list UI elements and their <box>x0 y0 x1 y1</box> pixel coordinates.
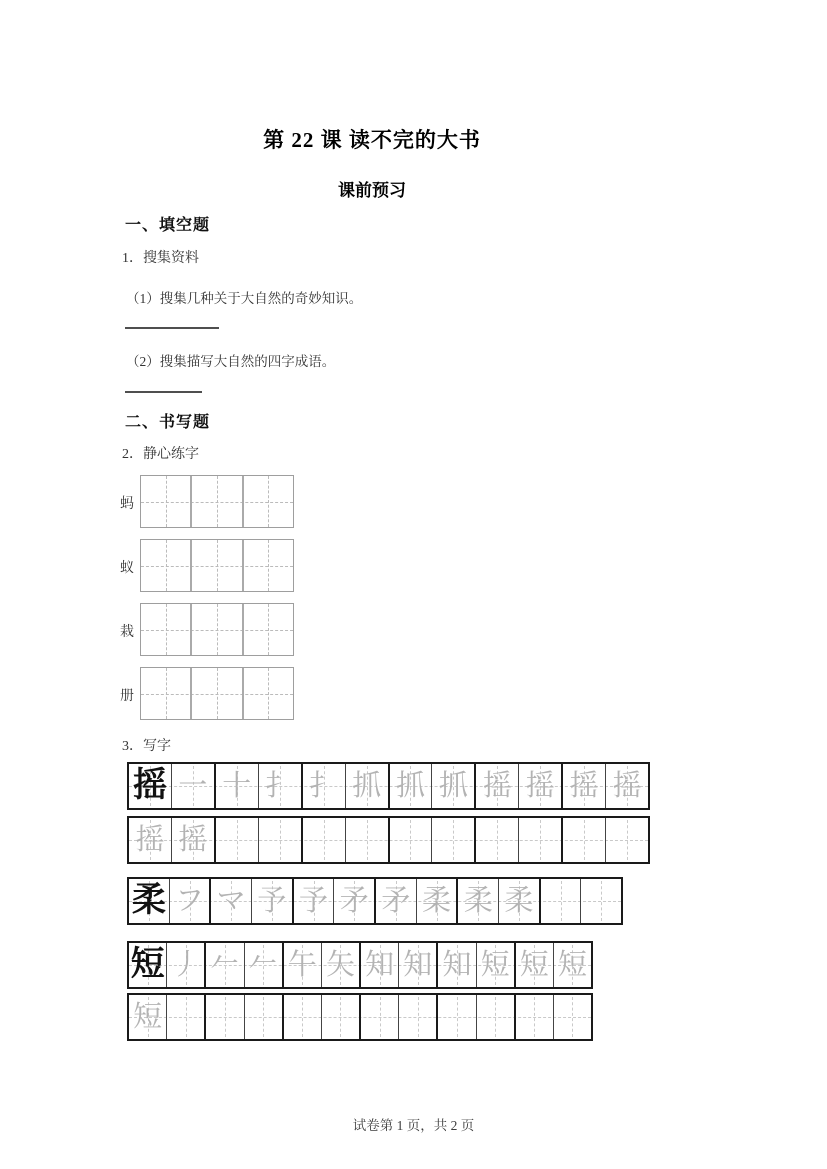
practice-cell <box>167 943 206 987</box>
stroke-order-step: 柔 <box>463 884 493 917</box>
practice-cell <box>519 764 563 808</box>
vertical-guide-line <box>324 820 325 860</box>
page-subtitle: 课前预习 <box>338 181 406 200</box>
practice-cell <box>399 995 438 1039</box>
tian-cell <box>141 476 192 527</box>
practice-cell <box>245 995 284 1039</box>
practice-cell <box>167 995 206 1039</box>
practice-cell <box>477 943 516 987</box>
stroke-order-step: 扌 <box>309 769 339 802</box>
tian-grid-row <box>140 475 294 528</box>
stroke-order-step: 抓 <box>395 769 425 802</box>
vertical-guide-line <box>627 820 628 860</box>
model-character: 短 <box>130 946 165 983</box>
page-title: 第 22 课 读不完的大书 <box>263 128 481 152</box>
vertical-guide-line <box>302 997 303 1037</box>
tian-cell <box>244 604 293 655</box>
section-2-heading: 二、书写题 <box>125 414 211 431</box>
vertical-guide-line <box>453 820 454 860</box>
practice-cell <box>129 995 167 1039</box>
stroke-order-step: フ <box>175 884 205 917</box>
practice-cell <box>361 943 399 987</box>
practice-cell <box>519 818 563 862</box>
stroke-order-step: 知 <box>403 948 433 981</box>
model-character: 柔 <box>131 882 166 919</box>
stroke-order-step: 矛 <box>381 884 411 917</box>
vertical-guide-line <box>166 668 167 719</box>
practice-cell <box>554 943 591 987</box>
tian-cell <box>244 540 293 591</box>
practice-cell <box>206 995 244 1039</box>
stroke-order-step: 短 <box>557 948 587 981</box>
vertical-guide-line <box>561 881 562 921</box>
stroke-order-step: 知 <box>442 948 472 981</box>
trace-character-label: 蚁 <box>120 561 134 576</box>
practice-cell <box>303 764 346 808</box>
practice-cell <box>499 879 541 923</box>
practice-cell <box>438 995 476 1039</box>
vertical-guide-line <box>572 997 573 1037</box>
stroke-order-step: 摇 <box>525 769 555 802</box>
practice-cell <box>170 879 212 923</box>
trace-character-label: 册 <box>120 689 134 704</box>
vertical-guide-line <box>166 476 167 527</box>
practice-cell <box>172 818 216 862</box>
vertical-guide-line <box>418 997 419 1037</box>
practice-cell <box>554 995 591 1039</box>
stroke-order-step: 十 <box>222 769 252 802</box>
vertical-guide-line <box>186 997 187 1037</box>
practice-cell <box>245 943 284 987</box>
stroke-order-step: 柔 <box>504 884 534 917</box>
stroke-order-step: 𠂉 <box>210 948 240 981</box>
practice-cell <box>129 764 172 808</box>
section-1-heading: 一、填空题 <box>125 217 211 234</box>
vertical-guide-line <box>497 820 498 860</box>
practice-cell <box>563 764 606 808</box>
practice-cell <box>376 879 417 923</box>
stroke-order-step: 摇 <box>482 769 512 802</box>
stroke-order-step: 柔 <box>422 884 452 917</box>
practice-cell <box>129 943 167 987</box>
practice-cell <box>206 943 244 987</box>
vertical-guide-line <box>380 997 381 1037</box>
practice-cell <box>390 818 433 862</box>
practice-cell <box>211 879 252 923</box>
stroke-order-step: 抓 <box>352 769 382 802</box>
traced-character: 摇 <box>135 823 165 856</box>
practice-cell <box>458 879 499 923</box>
answer-line-1 <box>125 327 219 329</box>
stroke-order-step: 摇 <box>569 769 599 802</box>
tian-cell <box>141 604 192 655</box>
vertical-guide-line <box>457 997 458 1037</box>
vertical-guide-line <box>340 997 341 1037</box>
practice-cell <box>216 764 259 808</box>
stroke-order-step: 予 <box>299 884 329 917</box>
question-2-label: 2．静心练字 <box>122 447 199 462</box>
practice-cell <box>399 943 438 987</box>
vertical-guide-line <box>217 604 218 655</box>
answer-line-2 <box>125 391 202 393</box>
practice-cell <box>417 879 459 923</box>
traced-character: 短 <box>133 1000 163 1033</box>
question-3-label: 3．写字 <box>122 739 171 754</box>
practice-cell <box>432 764 476 808</box>
practice-cell <box>581 879 621 923</box>
practice-cell <box>346 764 390 808</box>
question-1-label: 1．搜集资料 <box>122 251 199 266</box>
tian-cell <box>192 476 243 527</box>
practice-cell <box>216 818 259 862</box>
stroke-order-step: 矛 <box>339 884 369 917</box>
tian-grid-row <box>140 603 294 656</box>
vertical-guide-line <box>263 997 264 1037</box>
vertical-guide-line <box>280 820 281 860</box>
practice-cell <box>129 879 170 923</box>
vertical-guide-line <box>268 540 269 591</box>
trace-character-label: 栽 <box>120 625 134 640</box>
tian-grid-row <box>140 667 294 720</box>
stroke-order-step: 知 <box>365 948 395 981</box>
trace-character-label: 蚂 <box>120 497 134 512</box>
stroke-order-step: 摇 <box>612 769 642 802</box>
model-character: 摇 <box>132 767 167 804</box>
vertical-guide-line <box>495 997 496 1037</box>
tian-cell <box>192 604 243 655</box>
tian-cell <box>244 668 293 719</box>
stroke-order-row <box>127 877 623 925</box>
stroke-order-row <box>127 941 593 989</box>
practice-cell <box>303 818 346 862</box>
stroke-order-row <box>127 762 650 810</box>
page-footer: 试卷第 1 页，共 2 页 <box>352 1118 475 1133</box>
question-1-part-1: （1）搜集几种关于大自然的奇妙知识。 <box>126 291 363 306</box>
practice-cell <box>346 818 390 862</box>
practice-cell <box>252 879 294 923</box>
stroke-order-step: 午 <box>287 948 317 981</box>
vertical-guide-line <box>410 820 411 860</box>
vertical-guide-line <box>217 476 218 527</box>
stroke-order-step: 短 <box>480 948 510 981</box>
tian-cell <box>141 668 192 719</box>
vertical-guide-line <box>217 540 218 591</box>
vertical-guide-line <box>225 997 226 1037</box>
stroke-order-step: 短 <box>519 948 549 981</box>
practice-cell <box>476 764 519 808</box>
vertical-guide-line <box>268 476 269 527</box>
practice-cell <box>438 943 476 987</box>
practice-cell <box>259 764 303 808</box>
vertical-guide-line <box>534 997 535 1037</box>
practice-cell <box>606 818 648 862</box>
vertical-guide-line <box>268 604 269 655</box>
stroke-order-step: 一 <box>178 769 208 802</box>
practice-cell <box>432 818 476 862</box>
practice-cell <box>541 879 582 923</box>
practice-row <box>127 816 650 864</box>
tian-cell <box>141 540 192 591</box>
stroke-order-step: 丿 <box>171 948 201 981</box>
stroke-order-step: 予 <box>257 884 287 917</box>
stroke-order-step: 矢 <box>325 948 355 981</box>
vertical-guide-line <box>601 881 602 921</box>
practice-cell <box>284 943 322 987</box>
practice-cell <box>563 818 606 862</box>
vertical-guide-line <box>237 820 238 860</box>
stroke-order-step: マ <box>216 884 246 917</box>
vertical-guide-line <box>584 820 585 860</box>
practice-cell <box>334 879 376 923</box>
practice-cell <box>284 995 322 1039</box>
practice-cell <box>390 764 433 808</box>
practice-cell <box>259 818 303 862</box>
vertical-guide-line <box>367 820 368 860</box>
practice-row <box>127 993 593 1041</box>
vertical-guide-line <box>166 604 167 655</box>
practice-cell <box>322 995 361 1039</box>
practice-cell <box>361 995 399 1039</box>
tian-grid-row <box>140 539 294 592</box>
vertical-guide-line <box>268 668 269 719</box>
practice-cell <box>477 995 516 1039</box>
tian-cell <box>192 540 243 591</box>
traced-character: 摇 <box>178 823 208 856</box>
practice-cell <box>294 879 335 923</box>
practice-cell <box>129 818 172 862</box>
vertical-guide-line <box>540 820 541 860</box>
practice-cell <box>516 943 554 987</box>
question-1-part-2: （2）搜集描写大自然的四字成语。 <box>126 354 336 369</box>
practice-cell <box>172 764 216 808</box>
vertical-guide-line <box>217 668 218 719</box>
stroke-order-step: 𠂉 <box>248 948 278 981</box>
stroke-order-step: 扌 <box>265 769 295 802</box>
tian-cell <box>244 476 293 527</box>
practice-cell <box>516 995 554 1039</box>
practice-cell <box>606 764 648 808</box>
practice-cell <box>476 818 519 862</box>
vertical-guide-line <box>166 540 167 591</box>
stroke-order-step: 抓 <box>438 769 468 802</box>
tian-cell <box>192 668 243 719</box>
practice-cell <box>322 943 361 987</box>
